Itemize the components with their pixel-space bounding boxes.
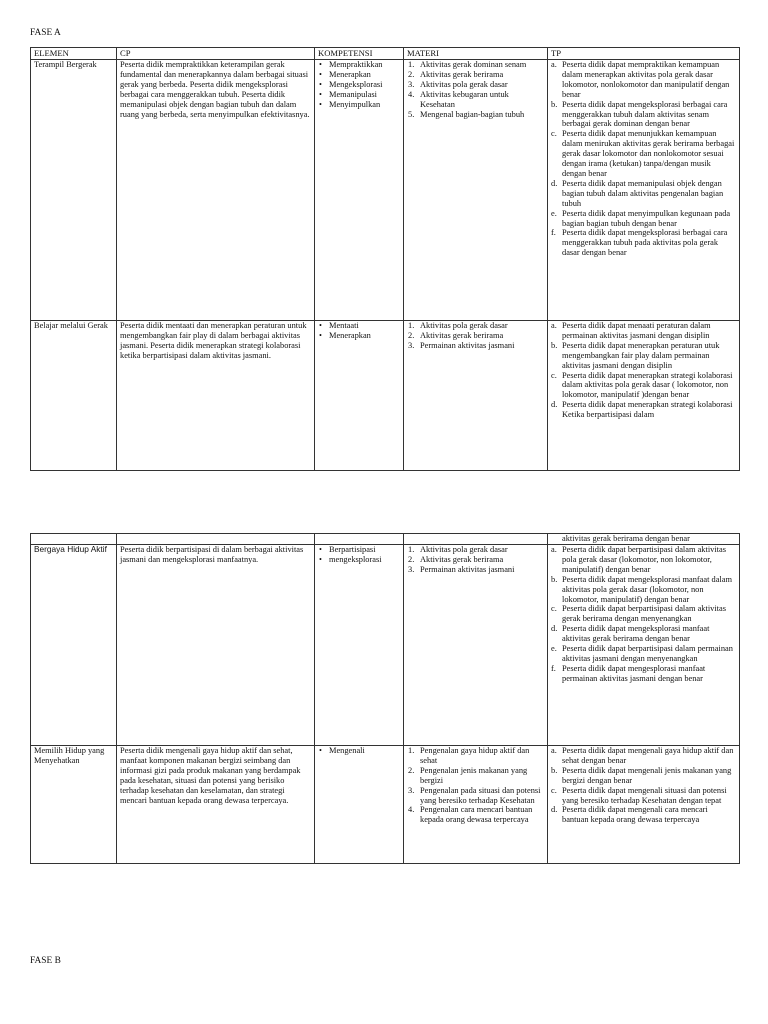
list-item: 1. Aktivitas pola gerak dasar [407, 545, 544, 555]
list-item: 3. Permainan aktivitas jasmani [407, 565, 544, 575]
tp-list [551, 545, 736, 684]
materi-cell [404, 545, 548, 746]
list-item: 1. Pengenalan gaya hidup aktif dan sehat [407, 746, 544, 766]
list-item: • Memanipulasi [318, 90, 400, 100]
kompetensi-list [318, 60, 400, 110]
fase-b-heading: FASE B [30, 956, 61, 966]
header-elemen: ELEMEN [31, 48, 117, 60]
list-item: d. Peserta didik dapat menerapkan strategi kolaborasi Ketika berpartisipasi dalam [551, 400, 736, 420]
list-item: c. Peserta didik dapat mengenali situasi dan potensi yang beresiko terhadap Kesehatan dengan tepat [551, 786, 736, 806]
list-item: c. Peserta didik dapat berpartisipasi dalam aktivitas gerak berirama dengan menyenangkan [551, 604, 736, 624]
tp-cell [548, 545, 740, 746]
materi-list [407, 746, 544, 825]
list-item: 1. Aktivitas gerak dominan senam [407, 60, 544, 70]
list-item: • Berpartisipasi [318, 545, 400, 555]
tp-list [551, 60, 736, 258]
list-item: f. Peserta didik dapat mengesplorasi manfaat permainan aktivitas jasmani dengan benar [551, 664, 736, 684]
list-item: b. Peserta didik dapat mengenali jenis makanan yang bergizi dengan benar [551, 766, 736, 786]
kompetensi-cell [315, 60, 404, 321]
materi-list [407, 60, 544, 119]
list-item: d. Peserta didik dapat mengenali cara mencari bantuan kepada orang dewasa terpercaya [551, 805, 736, 825]
tp-continuation-cell: aktivitas gerak berirama dengan benar [548, 534, 740, 545]
header-tp: TP [548, 48, 740, 60]
list-item: a. Peserta didik dapat menaati peraturan dalam permainan aktivitas jasmani dengan disiplin [551, 321, 736, 341]
materi-list [407, 321, 544, 351]
list-item: 1. Aktivitas pola gerak dasar [407, 321, 544, 331]
list-item: a. Peserta didik dapat mempraktikan kemampuan dalam menerapkan aktivitas pola gerak dasar lokomotor, nonlokomotor dan manipulatif dengan benar [551, 60, 736, 100]
kompetensi-cell [315, 534, 404, 545]
elemen-cell: Terampil Bergerak [31, 60, 117, 321]
list-item: 5. Mengenal bagian-bagian tubuh [407, 110, 544, 120]
list-item: • Mempraktikkan [318, 60, 400, 70]
list-item: b. Peserta didik dapat mengeksplorasi manfaat dalam aktivitas pola gerak dasar (lokomotor, non lokomotor, manipulatif) dengan benar [551, 575, 736, 605]
list-item: 3. Permainan aktivitas jasmani [407, 341, 544, 351]
materi-list [407, 545, 544, 575]
cp-cell: Peserta didik mengenali gaya hidup aktif dan sehat, manfaat komponen makanan bergizi seimbang dan informasi gizi pada produk makanan yang berdampak pada kesehatan, situasi dan potensi yang berisiko terhadap kesehatan dan keselamatan, dan strategi mencari bantuan kepada orang dewasa terpercaya. [117, 746, 315, 864]
elemen-cell: Memilih Hidup yang Menyehatkan [31, 746, 117, 864]
list-item: • Mentaati [318, 321, 400, 331]
materi-cell [404, 534, 548, 545]
list-item: d. Peserta didik dapat memanipulasi objek dengan bagian tubuh dalam aktivitas pengenalan bagian tubuh [551, 179, 736, 209]
list-item: a. Peserta didik dapat berpartisipasi dalam aktivitas pola gerak dasar (lokomotor, non lokomotor, manipulatif) dengan benar [551, 545, 736, 575]
elemen-cell: Bergaya Hidup Aktif [31, 545, 117, 746]
kompetensi-list [318, 746, 400, 756]
materi-cell [404, 60, 548, 321]
materi-cell [404, 321, 548, 471]
list-item: • Menerapkan [318, 70, 400, 80]
list-item: a. Peserta didik dapat mengenali gaya hidup aktif dan sehat dengan benar [551, 746, 736, 766]
list-item: • Mengeksplorasi [318, 80, 400, 90]
list-item: 3. Pengenalan pada situasi dan potensi yang beresiko terhadap Kesehatan [407, 786, 544, 806]
list-item: d. Peserta didik dapat mengeksplorasi manfaat aktivitas gerak berirama dengan benar [551, 624, 736, 644]
tp-cell [548, 746, 740, 864]
elemen-cell [31, 534, 117, 545]
table-row [31, 545, 740, 746]
kompetensi-cell [315, 545, 404, 746]
list-item: 2. Aktivitas gerak berirama [407, 331, 544, 341]
list-item: 2. Pengenalan jenis makanan yang bergizi [407, 766, 544, 786]
table-header-row [31, 48, 740, 60]
kompetensi-list [318, 545, 400, 565]
tp-cell [548, 321, 740, 471]
header-materi: MATERI [404, 48, 548, 60]
list-item: 2. Aktivitas gerak berirama [407, 70, 544, 80]
kompetensi-cell [315, 746, 404, 864]
list-item: b. Peserta didik dapat mengeksplorasi berbagai cara menggerakkan tubuh dalam aktivitas senam berbagai gerak dominan dengan benar [551, 100, 736, 130]
kompetensi-list [318, 321, 400, 341]
cp-cell: Peserta didik mentaati dan menerapkan peraturan untuk mengembangkan fair play di dalam berbagai aktivitas jasmani. Peserta didik menerapkan strategi kolaborasi ketika berpartisipasi dalam aktivitas jasmani. [117, 321, 315, 471]
list-item: e. Peserta didik dapat berpartisipasi dalam permainan aktivitas jasmani dengan menyenangkan [551, 644, 736, 664]
list-item: • mengeksplorasi [318, 555, 400, 565]
list-item: b. Peserta didik dapat menerapkan peraturan utuk mengembangkan fair play dalam permainan aktivitas jasmani dengan disiplin [551, 341, 736, 371]
list-item: c. Peserta didik dapat menerapkan strategi kolaborasi dalam aktivitas pola gerak dasar ( lokomotor, non lokomotor, manipulatif )dengan benar [551, 371, 736, 401]
fase-a-heading: FASE A [30, 28, 61, 38]
table-row [31, 746, 740, 864]
kompetensi-cell [315, 321, 404, 471]
table-fase-a [30, 47, 740, 471]
materi-cell [404, 746, 548, 864]
cp-cell: Peserta didik mempraktikkan keterampilan gerak fundamental dan menerapkannya dalam berbagai situasi gerak yang berbeda. Peserta didik mengeksplorasi berbagai cara menggerakkan tubuh. Peserta didik memanipulasi objek dengan bagian tubuh dan dalam ruang yang berbeda, serta menyimpulkan efektivitasnya. [117, 60, 315, 321]
header-kompetensi: KOMPETENSI [315, 48, 404, 60]
list-item: c. Peserta didik dapat menunjukkan kemampuan dalam menirukan aktivitas gerak berirama berbagai gerak dasar lokomotor dan nonlokomotor sesuai dengan irama (ketukan) tanpa/dengan musik dengan benar [551, 129, 736, 179]
tp-cell [548, 60, 740, 321]
list-item: e. Peserta didik dapat menyimpulkan kegunaan pada bagian bagian tubuh dengan benar [551, 209, 736, 229]
tp-list [551, 321, 736, 420]
table-row [31, 321, 740, 471]
list-item: • Menerapkan [318, 331, 400, 341]
elemen-cell: Belajar melalui Gerak [31, 321, 117, 471]
list-item: • Menyimpulkan [318, 100, 400, 110]
cp-cell [117, 534, 315, 545]
table-row [31, 60, 740, 321]
list-item: • Mengenali [318, 746, 400, 756]
list-item: 2. Aktivitas gerak berirama [407, 555, 544, 565]
list-item: 3. Aktivitas pola gerak dasar [407, 80, 544, 90]
list-item: 4. Aktivitas kebugaran untuk Kesehatan [407, 90, 544, 110]
cp-cell: Peserta didik berpartisipasi di dalam berbagai aktivitas jasmani dan mengeksplorasi manfaatnya. [117, 545, 315, 746]
list-item: 4. Pengenalan cara mencari bantuan kepada orang dewasa terpercaya [407, 805, 544, 825]
table-fase-a-continued [30, 533, 740, 864]
list-item: f. Peserta didik dapat mengeksplorasi berbagai cara menggerakkan tubuh pada aktivitas pola gerak dasar dengan benar [551, 228, 736, 258]
table-row-continuation [31, 534, 740, 545]
header-cp: CP [117, 48, 315, 60]
tp-list [551, 746, 736, 825]
